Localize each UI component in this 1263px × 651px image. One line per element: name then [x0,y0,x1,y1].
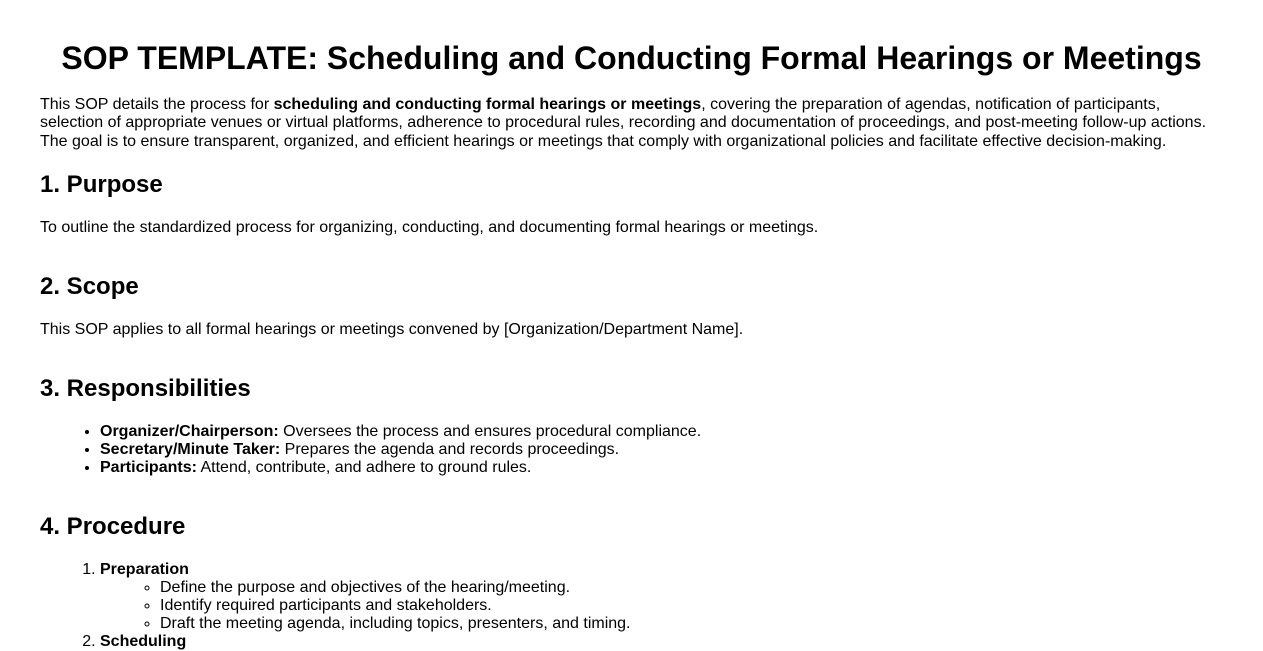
section-heading-scope: 2. Scope [40,272,139,300]
section-heading-purpose: 1. Purpose [40,170,163,198]
list-item: ◦ Define the purpose and objectives of the hearing/meeting. [160,579,1223,597]
step-subitems [100,579,1223,633]
role-label: Organizer/Chairperson: [100,422,279,440]
procedure-step [100,561,1223,633]
section-heading-responsibilities: 3. Responsibilities [40,374,251,402]
role-description: Oversees the process and ensures procedural compliance. [278,422,702,440]
intro-suffix: , covering the preparation of agendas, notification of participants, selection of appropriate venues or virtual platforms, adherence to procedural rules, recording and documentation of proceedings, and post-meeting follow-up actions. The goal is to ensure transparent, organized, and efficient hearings or meetings that comply with organizational policies and facilitate effective decision-making. [40,96,1207,150]
intro-prefix: This SOP details the process for [40,96,274,113]
purpose-text: To outline the standardized process for organizing, conducting, and documenting formal hearings or meetings. [40,218,819,236]
page-title: SOP TEMPLATE: Scheduling and Conducting Formal Hearings or Meetings [61,40,1202,76]
list-item: ◦ Draft the meeting agenda, including topics, presenters, and timing. [160,615,1223,633]
step-label: Preparation [100,560,189,578]
intro-bold: scheduling and conducting formal hearings or meetings [273,96,702,113]
list-item [100,459,1223,477]
responsibilities-list [40,423,1223,477]
intro-paragraph [40,96,1223,151]
section-heading-procedure: 4. Procedure [40,512,186,540]
procedure-list [40,561,1223,651]
role-description: Prepares the agenda and records proceedings. [280,440,620,458]
step-label: Scheduling [100,632,187,650]
list-item: ◦ Identify required participants and stakeholders. [160,597,1223,615]
role-label: Secretary/Minute Taker: [100,440,281,458]
scope-text: This SOP applies to all formal hearings or meetings convened by [Organization/Department Name]. [40,320,744,338]
list-item [100,441,1223,459]
role-description: Attend, contribute, and adhere to ground rules. [196,458,532,476]
list-item [100,423,1223,441]
role-label: Participants: [100,458,197,476]
